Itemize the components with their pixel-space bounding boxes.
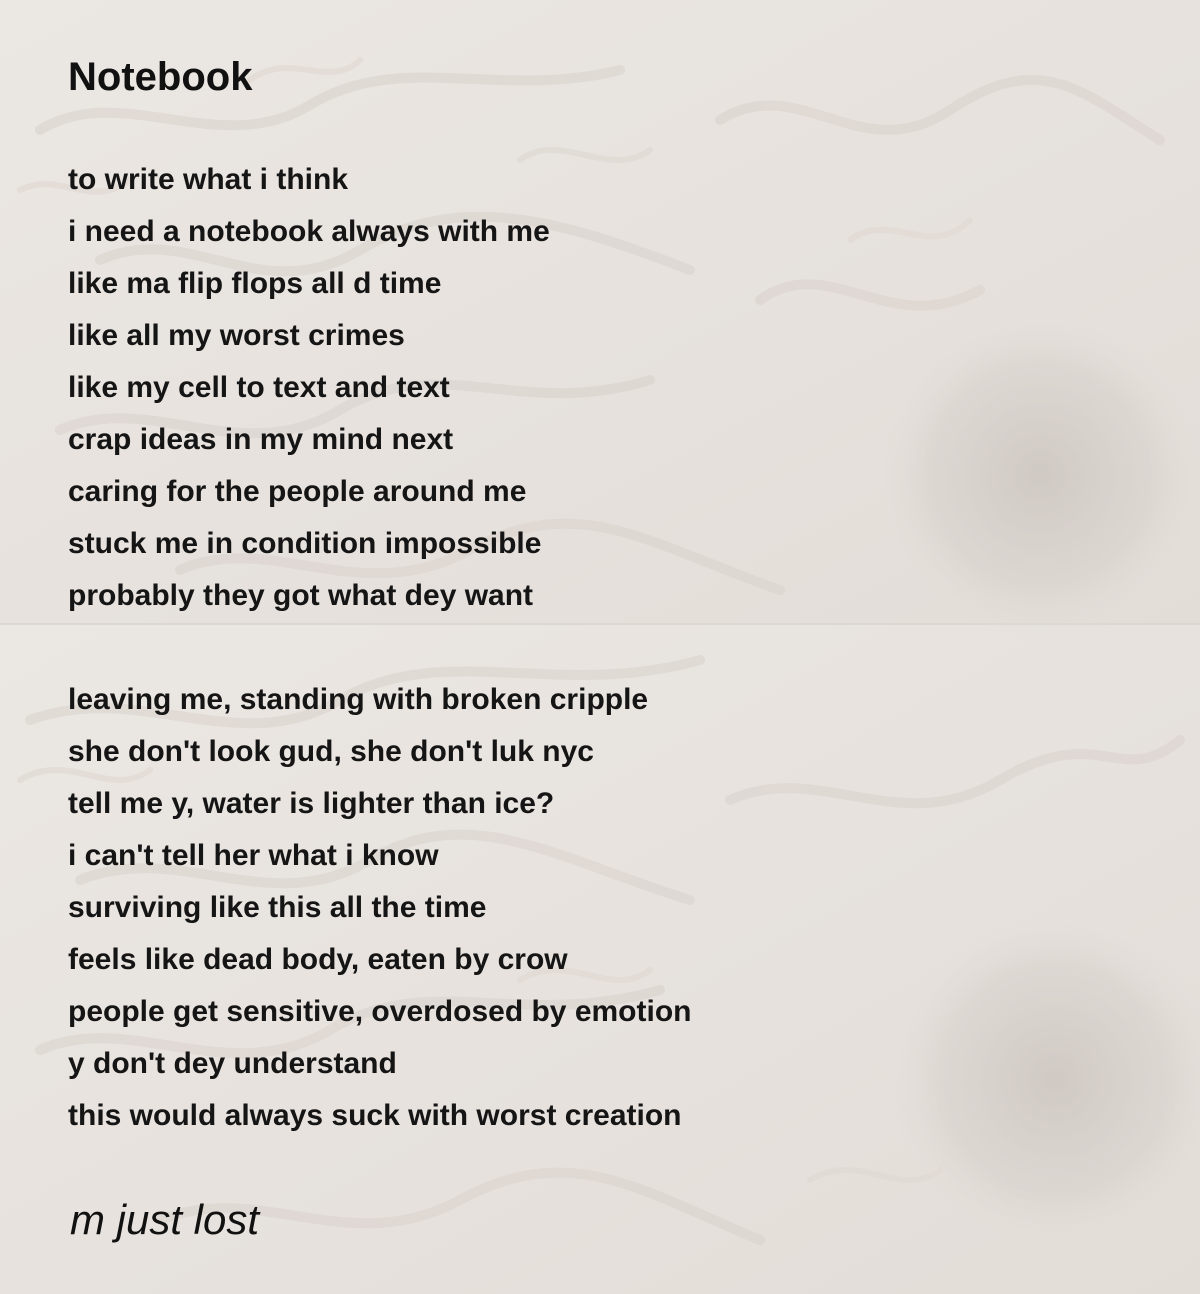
- poem-line: i can't tell her what i know: [68, 839, 439, 872]
- poem-line: surviving like this all the time: [68, 891, 487, 924]
- poem-line: like ma flip flops all d time: [68, 267, 442, 300]
- poem-line: i need a notebook always with me: [68, 215, 550, 248]
- poem-line: crap ideas in my mind next: [68, 423, 454, 456]
- stanza-1: [68, 154, 550, 622]
- stanza-2: [68, 674, 691, 1142]
- poem-line: feels like dead body, eaten by crow: [68, 943, 568, 976]
- poem-line: tell me y, water is lighter than ice?: [68, 787, 555, 820]
- poem-line: like all my worst crimes: [68, 319, 405, 352]
- poem-line: like my cell to text and text: [68, 371, 450, 404]
- poem-line: to write what i think: [68, 163, 349, 196]
- poem-title: Notebook: [68, 55, 253, 99]
- poem-line: y don't dey understand: [68, 1047, 397, 1080]
- poem-line: this would always suck with worst creation: [68, 1099, 682, 1132]
- poem-line: leaving me, standing with broken cripple: [68, 683, 649, 716]
- poem-line: people get sensitive, overdosed by emotion: [68, 995, 692, 1028]
- poem-line: stuck me in condition impossible: [68, 527, 542, 560]
- poem-line: she don't look gud, she don't luk nyc: [68, 735, 594, 768]
- poem-line: probably they got what dey want: [68, 579, 534, 612]
- poem-line: caring for the people around me: [68, 475, 527, 508]
- poem-author: m just lost: [70, 1196, 260, 1243]
